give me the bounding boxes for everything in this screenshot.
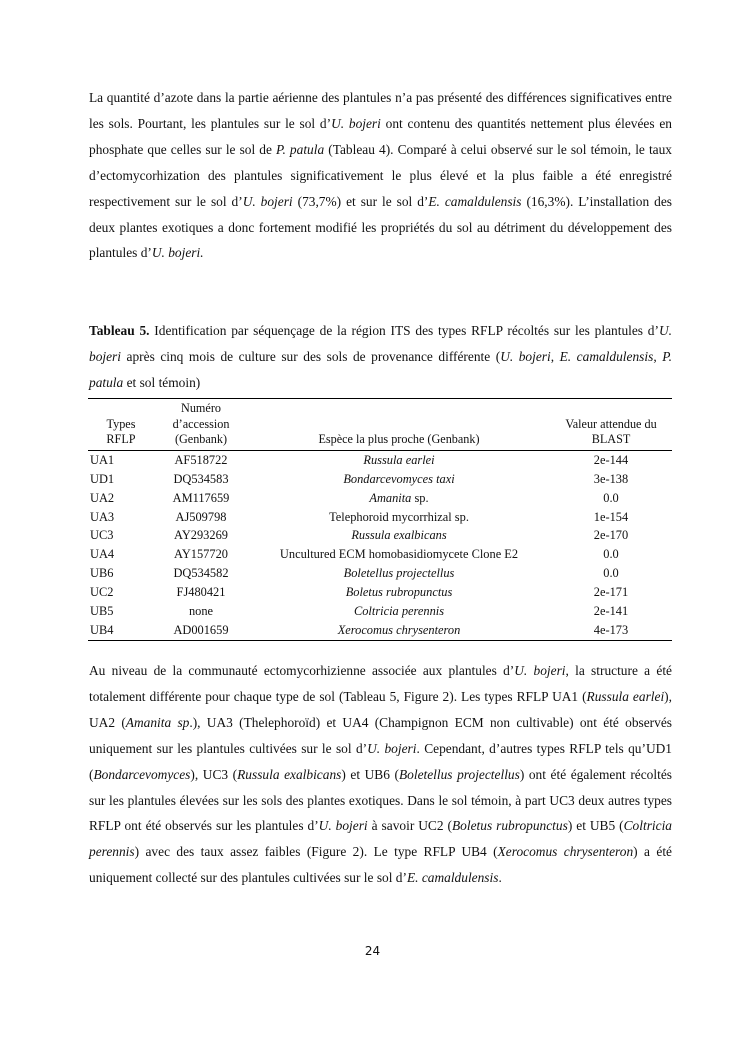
table-row <box>88 450 672 469</box>
cell-species: Coltricia perennis <box>353 604 445 619</box>
species-name: Xerocomus chrysenteron <box>497 844 634 860</box>
cell-accession: DQ534583 <box>173 471 229 486</box>
header-text: d’accession <box>172 416 230 431</box>
cell-type: UB6 <box>90 566 114 581</box>
species-name: Boletus rubropunctus <box>452 818 568 834</box>
cell-value: 2e-144 <box>593 452 629 467</box>
genus-name: Amanita <box>369 490 412 505</box>
cell-accession: FJ480421 <box>176 585 226 600</box>
text-run: (Tableau 4). Comparé à celui observé sur le sol témoin, le taux d’ectomycorhization des plantules significativement le plus élevé et la plus faible a été enregistré respectivement sur le sol d’ <box>89 141 673 209</box>
header-types-rflp <box>88 399 154 451</box>
text-run: ) ont été également récoltés sur les plantules élevées sur les sols des plantes exotiques. Dans le sol témoin, à part UC3 deux autres types RFLP ont été observés sur les plantules d’ <box>89 766 672 834</box>
species-name: Coltricia perennis <box>89 818 672 860</box>
cell-species: Russula earlei <box>363 452 435 467</box>
species-name: U. bojeri <box>318 818 368 834</box>
species-name: Russula earlei <box>586 688 665 704</box>
species-name: U. bojeri <box>89 323 672 364</box>
species-name: P. patula <box>276 141 325 157</box>
text-run: , <box>653 348 663 364</box>
species-name: E. camaldulensis <box>406 870 499 886</box>
cell-type: UC3 <box>90 528 114 543</box>
header-text: BLAST <box>591 432 631 447</box>
cell-type: UB5 <box>90 604 114 619</box>
species-name: U. bojeri <box>367 740 417 756</box>
rflp-identification-table <box>88 398 672 641</box>
table-row <box>88 545 672 564</box>
text-run: ) et UB5 ( <box>567 818 624 834</box>
text-run: (73,7%) et sur le sol d’ <box>292 193 429 209</box>
cell-type: UA4 <box>90 547 115 562</box>
table-row <box>88 621 672 640</box>
header-text: RFLP <box>106 432 136 447</box>
species-suffix: sp. <box>411 490 429 505</box>
table-row <box>88 583 672 602</box>
paragraph-nitrogen-results <box>89 85 672 266</box>
table-header-row <box>88 399 672 451</box>
text-run: .), UA3 (Thelephoroïd) et UA4 (Champignon ECM non cultivable) ont été observés uniquement sur les plantules cultivées sur le sol d’ <box>89 714 672 756</box>
cell-value: 2e-170 <box>593 528 629 543</box>
cell-type: UC2 <box>90 585 114 600</box>
cell-value: 3e-138 <box>593 471 629 486</box>
text-run: (16,3%). L’installation des deux plantes exotiques a donc fortement modifié les propriétés du sol au détriment du développement des plantules d’ <box>89 193 672 261</box>
cell-type: UA3 <box>90 509 115 524</box>
cell-accession: DQ534582 <box>173 566 229 581</box>
species-name: E. camaldulensis <box>428 193 522 209</box>
cell-value: 0.0 <box>603 566 619 581</box>
cell-value: 1e-154 <box>593 509 629 524</box>
cell-species <box>248 489 550 508</box>
cell-accession: AJ509798 <box>175 509 227 524</box>
header-text: Valeur attendue du <box>565 416 657 431</box>
table-row <box>88 489 672 508</box>
cell-accession: AD001659 <box>154 621 248 640</box>
table-row <box>88 508 672 527</box>
paragraph-community-structure <box>89 658 672 891</box>
cell-value: 2e-171 <box>593 585 629 600</box>
cell-type: UA1 <box>90 452 115 467</box>
cell-species: Bondarcevomyces taxi <box>343 471 455 486</box>
text-run: La quantité d’azote dans la partie aérienne des plantules n’a pas présenté des différences significatives entre les sols. Pourtant, les plantules sur le sol d’ <box>89 90 672 131</box>
cell-type: UA2 <box>90 490 115 505</box>
species-name: P. patula <box>89 348 673 390</box>
species-name: Amanita sp <box>125 714 190 730</box>
text-run: ) et UB6 ( <box>341 766 399 782</box>
species-name: U. bojeri <box>331 115 381 131</box>
text-run: ), UC3 ( <box>190 766 238 782</box>
page-number: 24 <box>364 944 381 958</box>
text-run: ont contenu des quantités nettement plus élevées en phosphate que celles sur le sol de <box>89 115 672 157</box>
header-blast-value <box>550 399 672 451</box>
cell-type: UD1 <box>90 471 115 486</box>
text-run: . <box>498 870 502 886</box>
text-run: après cinq mois de culture sur des sols de provenance différente ( <box>121 348 501 364</box>
header-text: Types <box>106 416 136 431</box>
cell-accession: AY293269 <box>174 528 228 543</box>
header-species: Espèce la plus proche (Genbank) <box>248 399 550 451</box>
cell-species: Uncultured ECM homobasidiomycete Clone E2 <box>279 547 519 562</box>
cell-accession: AY157720 <box>174 547 228 562</box>
table-label: Tableau 5. <box>89 323 150 338</box>
text-run: ), UA2 ( <box>89 688 672 730</box>
table-row <box>88 526 672 545</box>
text-run: Identification par séquençage de la région ITS des types RFLP récoltés sur les plantules d’ <box>149 323 659 338</box>
cell-species: Telephoroid mycorrhizal sp. <box>329 509 469 524</box>
cell-value: 0.0 <box>603 490 619 505</box>
header-text: (Genbank) <box>174 432 228 447</box>
text-run: et sol témoin) <box>123 374 201 390</box>
cell-accession: none <box>188 604 214 619</box>
species-name: Russula exalbicans <box>237 766 342 782</box>
species-name: E. camaldulensis <box>559 348 654 364</box>
table-row <box>88 602 672 621</box>
header-text: Numéro <box>181 401 221 415</box>
species-name: U. bojeri <box>500 348 551 364</box>
text-run: . Cependant, d’autres types RFLP tels qu’UD1 ( <box>89 740 672 782</box>
table-row <box>88 564 672 583</box>
cell-type: UB4 <box>88 621 154 640</box>
cell-value: 0.0 <box>603 547 619 562</box>
text-run: ) a été uniquement collecté sur des plantules cultivées sur le sol d’ <box>89 844 672 886</box>
species-name: Boletellus projectellus <box>398 766 520 782</box>
cell-species: Boletus rubropunctus <box>345 585 453 600</box>
text-run: à savoir UC2 ( <box>367 818 452 834</box>
text-run: Au niveau de la communauté ectomycorhizienne associée aux plantules d’ <box>89 663 515 678</box>
species-name: Bondarcevomyces <box>93 766 191 782</box>
cell-species: Xerocomus chrysenteron <box>248 621 550 640</box>
species-name: U. bojeri <box>242 193 293 209</box>
species-name: U. bojeri <box>514 663 566 678</box>
cell-accession: AM117659 <box>172 490 230 505</box>
cell-species: Boletellus projectellus <box>343 566 455 581</box>
header-accession <box>154 399 248 451</box>
cell-value: 2e-141 <box>593 604 629 619</box>
text-run: ) avec des taux assez faibles (Figure 2). Le type RFLP UB4 ( <box>134 844 498 860</box>
species-name: U. bojeri. <box>151 245 204 261</box>
table-row <box>88 470 672 489</box>
text-run: , la structure a été totalement différente pour chaque type de sol (Tableau 5, Figure 2). Les types RFLP UA1 ( <box>89 663 672 704</box>
cell-accession: AF518722 <box>174 452 228 467</box>
text-run: , <box>550 348 560 364</box>
table-caption <box>89 318 672 396</box>
cell-value: 4e-173 <box>550 621 672 640</box>
cell-species: Russula exalbicans <box>351 528 447 543</box>
